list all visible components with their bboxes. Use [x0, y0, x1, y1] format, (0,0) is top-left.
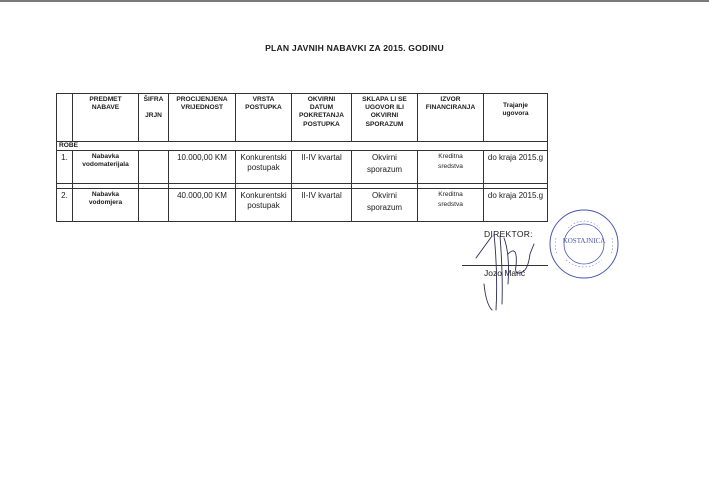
- row-number: 2.: [57, 189, 73, 222]
- header-sklapa-li-se: SKLAPA LI SE UGOVOR ILI OKVIRNI SPORAZUM: [352, 94, 418, 142]
- row-trajanje: do kraja 2015.g: [484, 151, 548, 184]
- row-predmet: Nabavka vodomaterijala: [73, 151, 139, 184]
- row-vrijednost: 10.000,00 KM: [169, 151, 236, 184]
- header-okvirni-datum: OKVIRNI DATUM POKRETANJA POSTUPKA: [292, 94, 352, 142]
- row-datum: II-IV kvartal: [292, 189, 352, 222]
- section-label: ROBE: [57, 142, 548, 151]
- director-name: Jozo Marić: [484, 268, 526, 278]
- table-header-row: [57, 94, 548, 142]
- director-label: DIREKTOR:: [484, 229, 533, 239]
- row-sifra: [139, 189, 169, 222]
- header-izvor-financiranja: IZVOR FINANCIRANJA: [418, 94, 484, 142]
- header-number: [57, 94, 73, 142]
- top-border-rule: [0, 0, 709, 2]
- table-row: [57, 151, 548, 184]
- row-predmet: Nabavka vodomjera: [73, 189, 139, 222]
- header-procijenjena-vrijednost: PROCIJENJENA VRIJEDNOST: [169, 94, 236, 142]
- document-title: PLAN JAVNIH NABAVKI ZA 2015. GODINU: [265, 43, 444, 53]
- row-izvor: Kreditna sredstva: [418, 151, 484, 184]
- row-ugovor: Okvirni sporazum: [352, 189, 418, 222]
- header-sifra-jrjn: ŠIFRA JRJN: [139, 94, 169, 142]
- row-vrsta-postupka: Konkurentski postupak: [236, 151, 292, 184]
- stamp-text: KOSTAJNICA: [562, 237, 606, 245]
- procurement-plan-table: [56, 93, 548, 222]
- header-trajanje-ugovora: Trajanje ugovora: [484, 94, 548, 142]
- row-izvor: Kreditna sredstva: [418, 189, 484, 222]
- official-stamp: [548, 208, 620, 280]
- row-vrsta-postupka: Konkurentski postupak: [236, 189, 292, 222]
- section-row-robe: [57, 142, 548, 151]
- header-vrsta-postupka: VRSTA POSTUPKA: [236, 94, 292, 142]
- row-datum: II-IV kvartal: [292, 151, 352, 184]
- row-sifra: [139, 151, 169, 184]
- header-predmet-nabave: PREDMET NABAVE: [73, 94, 139, 142]
- row-vrijednost: 40.000,00 KM: [169, 189, 236, 222]
- row-trajanje: do kraja 2015.g: [484, 189, 548, 222]
- row-number: 1.: [57, 151, 73, 184]
- row-ugovor: Okvirni sporazum: [352, 151, 418, 184]
- handwritten-signature: [470, 214, 550, 314]
